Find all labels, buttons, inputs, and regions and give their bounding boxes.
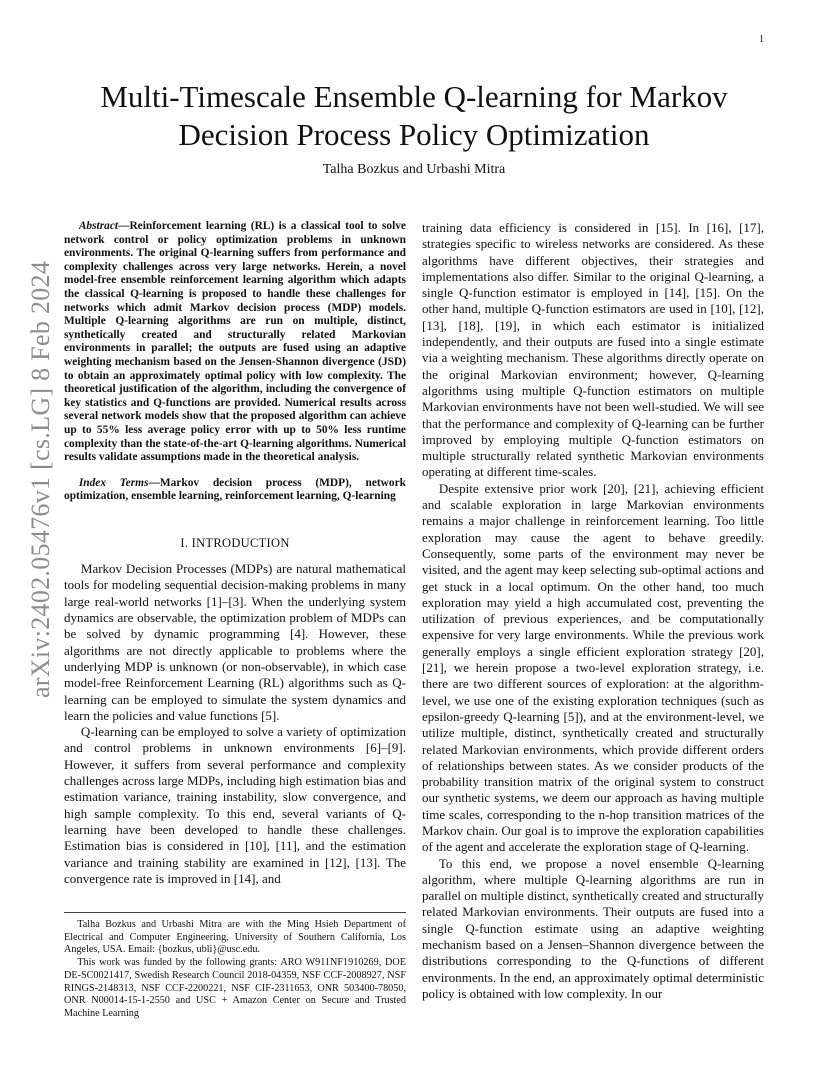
paragraph: Despite extensive prior work [20], [21], achieving efficient and scalable exploration in large Markovian environments remains a major challenge in reinforcement learning. Too little exploration may cause the agent to behave greedily. Consequently, some parts of the environment may never be visited, and the agent may keep selecting sub-optimal actions and get stuck in a local optimum. On the other hand, too much exploration may yield a high accumulated cost, preventing the utilization of previous experiences, and be computationally expensive for very large environments. While the previous work generally employs a single efficient exploration strategy [20], [21], we herein propose a two-level exploration strategy, i.e. there are two different sources of exploration: at the algorithm-level, we use one of the existing exploration techniques (such as epsilon-greedy Q-learning [5]), and at the environment-level, we utilize multiple, distinct, synthetically created and structurally related Markovian environments, which provide different orders of relationships between states. As we consider products of the probability transition matrix of the original system to construct our synthetic systems, we deem our approach as having multiple time scales, corresponding to the n-hop transition matrices of the Markov chain. Our goal is to improve the exploration capabilities of the agent and accelerate the exploration stage of Q-learning. — [422, 480, 764, 855]
footnote-funding: This work was funded by the following grants: ARO W911NF1910269, DOE DE-SC0021417, Swedish Research Council 2018-04359, NSF CCF-2008927, NSF RINGS-2148313, NSF CCF-2200221, NSF CIF-2311653, ONR 503400-78050, ONR N00014-15-1-2550 and USC + Amazon Center on Secure and Trusted Machine Learning — [64, 957, 406, 1019]
abstract — [64, 220, 406, 465]
author-line: Talha Bozkus and Urbashi Mitra — [322, 162, 506, 177]
index-terms — [64, 477, 406, 504]
paragraph: Markov Decision Processes (MDPs) are natural mathematical tools for modeling sequential decision-making problems in many large real-world networks [1]–[3]. When the underlying system dynamics are observable, the optimization problem of MDPs can be solved by dynamic programming [4]. However, these algorithms are not directly applicable to problems where the underlying MDP is unknown (or non-observable), in which case model-free Reinforcement Learning (RL) algorithms such as Q-learning can be employed to simulate the system dynamics and learn the policies and value functions [5]. — [64, 561, 406, 723]
abstract-label: Abstract — [78, 220, 119, 232]
footnote-affiliation: Talha Bozkus and Urbashi Mitra are with the Ming Hsieh Department of Electrical and Computer Engineering, University of Southern California, Los Angeles, USA. Email: {bozkus, ubli}@usc.edu. — [64, 919, 406, 956]
abstract-text: —Reinforcement learning (RL) is a classical tool to solve network control or policy optimization problems in unknown environments. The original Q-learning suffers from performance and complexity challenges across very large networks. Herein, a novel model-free ensemble reinforcement learning algorithm which adapts the classical Q-learning is proposed to handle these challenges for networks which admit Markov decision process (MDP) models. Multiple Q-learning algorithms are run on multiple, distinct, synthetically created and structurally related Markovian environments in parallel; the outputs are fused using an adaptive weighting mechanism based on the Jensen-Shannon divergence (JSD) to obtain an approximately optimal policy with low complexity. The theoretical justification of the algorithm, including the convergence of key statistics and Q-functions are provided. Numerical results across several network models show that the proposed algorithm can achieve up to 55% less average policy error with up to 50% less runtime complexity than the state-of-the-art Q-learning algorithms. Numerical results validate assumptions made in the theoretical analysis. — [64, 220, 406, 464]
paragraph: training data efficiency is considered in [15]. In [16], [17], strategies specific to wireless networks are considered. As these algorithms have different objectives, their strategies and implementations also differ. Similar to the original Q-learning, a single Q-function estimator is employed in [14], [15]. On the other hand, multiple Q-function estimators are used in [10], [12], [13], [18], [19], in which each estimator is initialized independently, and their outputs are fused into a single estimate via a weighting mechanism. These algorithms directly operate on the original Markovian environment; however, Q-learning algorithms using multiple Q-function estimators on multiple Markovian environments have not been well-studied. We will see that the performance and complexity of Q-learning can be further improved by employing multiple Q-function estimators on multiple structurally related synthetic Markovian environments operating at different time-scales. — [422, 220, 764, 480]
paper-title: Multi-Timescale Ensemble Q-learning for Markov Decision Process Policy Optimization — [100, 79, 728, 152]
page-number: 1 — [759, 34, 764, 45]
right-column — [422, 220, 764, 1002]
section-heading: I. INTRODUCTION — [180, 535, 290, 550]
index-terms-label: Index Terms — [78, 476, 149, 489]
footnotes — [64, 912, 406, 1021]
arxiv-stamp: arXiv:2402.05476v1 [cs.LG] 8 Feb 2024 — [26, 260, 55, 698]
paragraph: Q-learning can be employed to solve a variety of optimization and control problems in unknown environments [6]–[9]. However, it suffers from several performance and complexity challenges across large MDPs, including high estimation bias and estimation variance, training instability, slow convergence, and high sample complexity. To this end, several variants of Q-learning have been developed to handle these challenges. Estimation bias is considered in [10], [11], and the estimation variance and training stability are examined in [12], [13]. The convergence rate is improved in [14], and — [64, 724, 406, 886]
left-column — [64, 220, 406, 887]
paragraph: To this end, we propose a novel ensemble Q-learning algorithm, where multiple Q-learning algorithms are run in parallel on multiple distinct, synthetically created and structurally related Markovian environments. Their outputs are fused into a single Q-function estimate using an adaptive weighting mechanism based on a Jensen–Shannon divergence between the distributions corresponding to the Q-functions of different environments. In the end, an approximately optimal deterministic policy is obtained with low complexity. In our — [422, 855, 764, 1001]
index-terms-text: —Markov decision process (MDP), network optimization, ensemble learning, reinforcement learning, Q-learning — [64, 476, 406, 503]
